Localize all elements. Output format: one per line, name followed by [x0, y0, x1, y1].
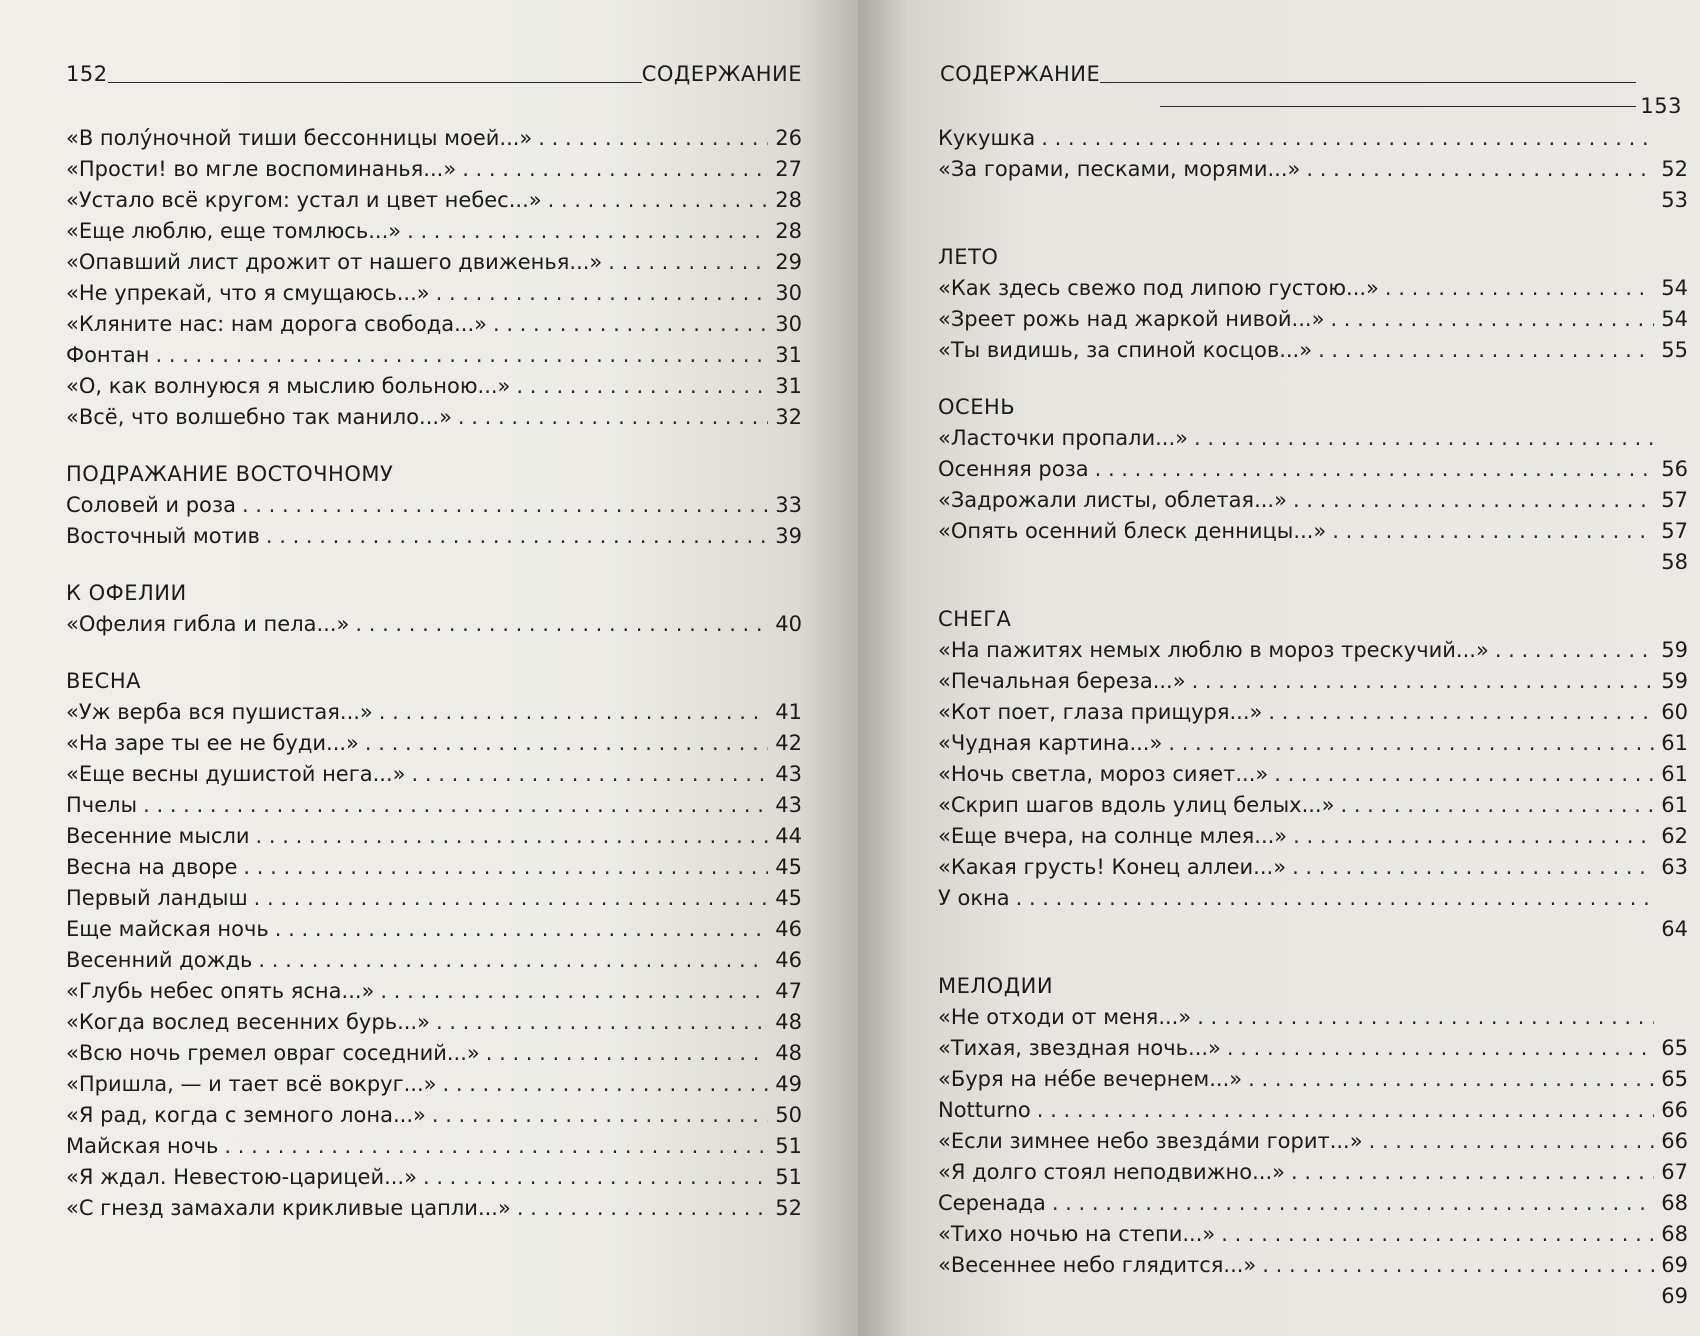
toc-entry-title: «Офелия гибла и пела...»	[66, 612, 350, 636]
toc-entry-title: Notturno	[938, 1098, 1031, 1122]
toc-entry-title: «В полу́ночной тиши бессонницы моей...»	[66, 126, 533, 150]
toc-leader-dots	[1495, 635, 1654, 666]
toc-page-number: 46	[775, 917, 802, 941]
toc-entry-title: «Прости! во мгле воспоминанья...»	[66, 157, 457, 181]
toc-page-number: 68	[1661, 1222, 1688, 1246]
toc-entry	[66, 521, 802, 552]
toc-entry	[66, 914, 802, 945]
toc-leader-dots	[242, 490, 768, 521]
toc-entry	[66, 728, 802, 759]
toc-leader-dots	[1293, 485, 1654, 516]
toc-entry	[66, 1162, 802, 1193]
toc-leader-dots	[1318, 335, 1654, 366]
toc-entry	[66, 309, 802, 340]
toc-entry	[938, 666, 1688, 697]
toc-page-number: 48	[775, 1041, 802, 1065]
toc-entry	[66, 759, 802, 790]
toc-entry-title: «Задрожали листы, облетая...»	[938, 488, 1287, 512]
toc-entry	[938, 1095, 1688, 1126]
toc-entry	[66, 976, 802, 1007]
toc-leader-dots	[1192, 666, 1654, 697]
toc-leader-dots	[443, 1069, 769, 1100]
toc-page-number: 30	[775, 312, 802, 336]
toc-entry	[938, 304, 1688, 335]
section-heading: К ОФЕЛИИ	[66, 581, 187, 605]
toc-page-number: 45	[775, 855, 802, 879]
section-heading: ПОДРАЖАНИЕ ВОСТОЧНОМУ	[66, 462, 394, 486]
toc-entry	[66, 883, 802, 914]
toc-entry	[66, 402, 802, 433]
toc-entry-title: «С гнезд замахали крикливые цапли...»	[66, 1196, 511, 1220]
toc-leader-dots	[1292, 852, 1654, 883]
toc-entry	[938, 1250, 1688, 1281]
toc-leader-dots	[1248, 1064, 1654, 1095]
toc-entry-title: «Весеннее небо глядится...»	[938, 1253, 1257, 1277]
toc-page-number: 69	[1661, 1284, 1688, 1308]
toc-page-number: 66	[1661, 1129, 1688, 1153]
toc-group	[66, 609, 802, 640]
toc-entry-title: «Ласточки пропали...»	[938, 426, 1189, 450]
toc-entry	[66, 1100, 802, 1131]
toc-entry-title: «Пришла, — и тает всё вокруг...»	[66, 1072, 437, 1096]
toc-entry-title: «На пажитях немых люблю в мороз трескучий...»	[938, 638, 1489, 662]
toc-entry-title: «Еще вчера, на солнце млея...»	[938, 824, 1288, 848]
toc-leader-dots	[1168, 728, 1654, 759]
toc-page-number: 45	[775, 886, 802, 910]
toc-leader-dots	[436, 278, 768, 309]
toc-entry	[66, 1131, 802, 1162]
toc-page-number: 51	[775, 1165, 802, 1189]
toc-entry-title: «Когда вослед весенних бурь...»	[66, 1010, 430, 1034]
toc-leader-dots	[224, 1131, 768, 1162]
toc-entry-title: «Печальная береза...»	[938, 669, 1186, 693]
right-header-title: СОДЕРЖАНИЕ	[940, 62, 1101, 86]
toc-entry	[938, 1219, 1688, 1250]
toc-page-number: 31	[775, 374, 802, 398]
toc-leader-dots	[493, 309, 768, 340]
toc-page-number: 51	[775, 1134, 802, 1158]
toc-page-number: 63	[1661, 855, 1688, 879]
toc-leader-dots	[143, 790, 768, 821]
toc-entry-title: «Еще весны душистой нега...»	[66, 762, 406, 786]
toc-leader-dots	[275, 914, 768, 945]
toc-entry	[66, 1069, 802, 1100]
toc-leader-dots	[355, 609, 768, 640]
toc-entry-title: Еще майская ночь	[66, 917, 269, 941]
toc-entry-title: «Устало всё кругом: устал и цвет небес...»	[66, 188, 542, 212]
toc-entry-title: «Зреет рожь над жаркой нивой...»	[938, 307, 1325, 331]
toc-entry-title: «Скрип шагов вдоль улиц белых...»	[938, 793, 1335, 817]
toc-entry	[66, 945, 802, 976]
toc-page-number: 60	[1661, 700, 1688, 724]
toc-entry	[66, 247, 802, 278]
toc-group	[66, 697, 802, 1224]
toc-page-number: 57	[1661, 488, 1688, 512]
toc-entry-title: «За горами, песками, морями...»	[938, 157, 1301, 181]
toc-entry-title: Серенада	[938, 1191, 1046, 1215]
toc-entry-title: «Опавший лист дрожит от нашего движенья...»	[66, 250, 603, 274]
toc-page-number: 42	[775, 731, 802, 755]
toc-leader-dots	[258, 945, 768, 976]
toc-entry	[66, 609, 802, 640]
toc-leader-dots	[1221, 1219, 1654, 1250]
section-heading: ОСЕНЬ	[938, 395, 1016, 419]
toc-leader-dots	[254, 883, 768, 914]
toc-leader-dots	[1332, 516, 1654, 547]
toc-entry-title: «Если зимнее небо звезда́ми горит...»	[938, 1129, 1363, 1153]
toc-leader-dots	[486, 1038, 768, 1069]
section-heading: МЕЛОДИИ	[938, 974, 1054, 998]
toc-page-number: 29	[775, 250, 802, 274]
toc-page-number: 32	[775, 405, 802, 429]
toc-page-number: 47	[775, 979, 802, 1003]
toc-entry	[66, 216, 802, 247]
toc-entry-title: «Я ждал. Невестою-царицей...»	[66, 1165, 417, 1189]
toc-page-number: 59	[1661, 638, 1688, 662]
right-page	[858, 0, 1700, 1336]
toc-entry-title: У окна	[938, 886, 1010, 910]
toc-page-number: 28	[775, 188, 802, 212]
toc-page-number: 52	[775, 1196, 802, 1220]
toc-leader-dots	[516, 371, 768, 402]
toc-leader-dots	[436, 1007, 768, 1038]
toc-leader-dots	[365, 728, 768, 759]
toc-entry	[938, 1064, 1688, 1095]
toc-leader-dots	[423, 1162, 768, 1193]
toc-entry	[938, 1033, 1688, 1064]
toc-entry	[938, 273, 1688, 304]
right-running-header	[940, 58, 1682, 118]
section-heading: ВЕСНА	[66, 669, 141, 693]
toc-page-number: 31	[775, 343, 802, 367]
toc-page-number: 61	[1661, 762, 1688, 786]
toc-leader-dots	[1194, 423, 1654, 454]
toc-page-number: 57	[1661, 519, 1688, 543]
toc-leader-dots	[458, 402, 768, 433]
toc-entry-title: «Не упрекай, что я смущаюсь...»	[66, 281, 430, 305]
toc-entry	[938, 790, 1688, 821]
toc-leader-dots	[1227, 1033, 1654, 1064]
toc-entry	[938, 454, 1688, 485]
toc-entry	[938, 821, 1688, 852]
toc-leader-dots	[1037, 1095, 1654, 1126]
toc-entry-title: Первый ландыш	[66, 886, 248, 910]
left-page-number: 152	[66, 62, 108, 86]
toc-leader-dots	[1385, 273, 1654, 304]
toc-page-number: 67	[1661, 1160, 1688, 1184]
toc-entry-title: «О, как волнуюся я мыслию больною...»	[66, 374, 511, 398]
toc-page-number: 65	[1661, 1036, 1688, 1060]
toc-page-number: 48	[775, 1010, 802, 1034]
toc-entry	[938, 728, 1688, 759]
toc-leader-dots	[1016, 883, 1654, 914]
toc-entry-title: «Глубь небес опять ясна...»	[66, 979, 375, 1003]
toc-leader-dots	[517, 1193, 768, 1224]
toc-entry	[938, 123, 1688, 154]
toc-page-number: 69	[1661, 1253, 1688, 1277]
toc-entry-title: «На заре ты ее не буди...»	[66, 731, 359, 755]
toc-page-number: 40	[775, 612, 802, 636]
toc-group	[938, 423, 1688, 547]
toc-page-number: 26	[775, 126, 802, 150]
toc-entry	[938, 883, 1688, 914]
toc-page-number: 28	[775, 219, 802, 243]
toc-entry-title: «Кот поет, глаза прищуря...»	[938, 700, 1263, 724]
toc-entry-title: Майская ночь	[66, 1134, 219, 1158]
toc-page-number: 66	[1661, 1098, 1688, 1122]
toc-entry	[66, 185, 802, 216]
toc-entry-title: Осенняя роза	[938, 457, 1089, 481]
toc-page-number: 61	[1661, 731, 1688, 755]
toc-entry-title: «Какая грусть! Конец аллеи...»	[938, 855, 1287, 879]
toc-leader-dots	[243, 852, 768, 883]
toc-leader-dots	[266, 521, 768, 552]
toc-leader-dots	[1291, 1157, 1654, 1188]
toc-leader-dots	[1330, 304, 1654, 335]
toc-leader-dots	[1306, 154, 1654, 185]
toc-leader-dots	[379, 697, 768, 728]
toc-leader-dots	[462, 154, 768, 185]
toc-page-number: 50	[775, 1103, 802, 1127]
toc-page-number: 43	[775, 762, 802, 786]
toc-entry	[938, 335, 1688, 366]
toc-entry	[938, 697, 1688, 728]
toc-entry	[66, 1007, 802, 1038]
toc-entry-title: «Тихая, звездная ночь...»	[938, 1036, 1221, 1060]
left-running-header	[66, 58, 802, 88]
toc-entry-title: «Как здесь свежо под липою густою...»	[938, 276, 1379, 300]
toc-group	[66, 123, 802, 433]
toc-entry-title: «Всю ночь гремел овраг соседний...»	[66, 1041, 480, 1065]
toc-entry	[938, 485, 1688, 516]
toc-entry-title: Восточный мотив	[66, 524, 260, 548]
toc-page-number: 65	[1661, 1067, 1688, 1091]
toc-entry-title: «Я рад, когда с земного лона...»	[66, 1103, 426, 1127]
left-header-title: СОДЕРЖАНИЕ	[641, 62, 802, 86]
toc-entry-title: «Буря на не́бе вечернем...»	[938, 1067, 1243, 1091]
toc-page-number: 55	[1661, 338, 1688, 362]
left-toc	[66, 123, 802, 1224]
toc-leader-dots	[1268, 697, 1654, 728]
toc-entry	[66, 490, 802, 521]
toc-page-number: 62	[1661, 824, 1688, 848]
right-toc	[938, 123, 1688, 1312]
toc-entry-title: Пчелы	[66, 793, 138, 817]
header-rule	[108, 82, 642, 83]
toc-entry	[938, 1002, 1688, 1033]
toc-entry	[938, 516, 1688, 547]
toc-page-number: 64	[1661, 917, 1688, 941]
toc-leader-dots	[1262, 1250, 1654, 1281]
right-page-number: 153	[1640, 94, 1682, 118]
toc-entry-title: «Ночь светла, мороз сияет...»	[938, 762, 1269, 786]
toc-entry	[66, 697, 802, 728]
toc-page-number: 54	[1661, 276, 1688, 300]
toc-leader-dots	[1197, 1002, 1654, 1033]
toc-leader-dots	[1369, 1126, 1654, 1157]
toc-page-number: 58	[1661, 550, 1688, 574]
toc-entry-title: «Ты видишь, за спиной косцов...»	[938, 338, 1313, 362]
toc-entry-title: «Чудная картина...»	[938, 731, 1163, 755]
toc-entry-title: «Кляните нас: нам дорога свобода...»	[66, 312, 487, 336]
toc-leader-dots	[1293, 821, 1654, 852]
toc-entry	[66, 371, 802, 402]
toc-entry	[938, 423, 1688, 454]
toc-group	[938, 1002, 1688, 1281]
toc-entry	[66, 790, 802, 821]
toc-leader-dots	[1041, 123, 1654, 154]
toc-leader-dots	[412, 759, 768, 790]
toc-leader-dots	[380, 976, 768, 1007]
toc-leader-dots	[407, 216, 768, 247]
toc-entry	[66, 852, 802, 883]
toc-page-number: 44	[775, 824, 802, 848]
toc-page-number: 59	[1661, 669, 1688, 693]
toc-page-number: 41	[775, 700, 802, 724]
toc-page-number: 39	[775, 524, 802, 548]
toc-group	[938, 635, 1688, 914]
section-heading: СНЕГА	[938, 607, 1012, 631]
toc-leader-dots	[1274, 759, 1654, 790]
toc-entry	[66, 821, 802, 852]
toc-entry-title: Фонтан	[66, 343, 150, 367]
toc-entry	[66, 1038, 802, 1069]
toc-page-number: 33	[775, 493, 802, 517]
toc-entry-title: «Опять осенний блеск денницы...»	[938, 519, 1327, 543]
toc-leader-dots	[156, 340, 769, 371]
toc-page-number: 27	[775, 157, 802, 181]
toc-entry-title: Весенние мысли	[66, 824, 250, 848]
toc-entry-title: Соловей и роза	[66, 493, 236, 517]
toc-group	[938, 273, 1688, 366]
toc-group	[938, 123, 1688, 185]
toc-entry	[938, 154, 1688, 185]
toc-leader-dots	[548, 185, 768, 216]
toc-entry	[938, 1126, 1688, 1157]
toc-page-number: 53	[1661, 188, 1688, 212]
toc-entry-title: Кукушка	[938, 126, 1036, 150]
toc-entry-title: Весенний дождь	[66, 948, 253, 972]
toc-page-number: 56	[1661, 457, 1688, 481]
toc-entry-title: «Еще люблю, еще томлюсь...»	[66, 219, 402, 243]
toc-page-number: 49	[775, 1072, 802, 1096]
toc-entry	[938, 852, 1688, 883]
header-rule	[1100, 82, 1636, 83]
toc-entry	[938, 1188, 1688, 1219]
toc-leader-dots	[608, 247, 768, 278]
toc-entry	[938, 759, 1688, 790]
toc-entry	[66, 123, 802, 154]
toc-leader-dots	[1340, 790, 1654, 821]
toc-page-number: 46	[775, 948, 802, 972]
toc-entry-title: «Всё, что волшебно так манило...»	[66, 405, 452, 429]
toc-leader-dots	[538, 123, 768, 154]
toc-page-number: 43	[775, 793, 802, 817]
toc-group	[66, 490, 802, 552]
toc-entry	[66, 278, 802, 309]
toc-page-number: 54	[1661, 307, 1688, 331]
toc-entry	[66, 154, 802, 185]
toc-entry-title: «Тихо ночью на степи...»	[938, 1222, 1216, 1246]
toc-leader-dots	[256, 821, 768, 852]
toc-page-number: 68	[1661, 1191, 1688, 1215]
toc-leader-dots	[1052, 1188, 1654, 1219]
toc-entry	[66, 340, 802, 371]
toc-entry	[938, 635, 1688, 666]
header-rule	[1160, 106, 1636, 107]
toc-page-number: 61	[1661, 793, 1688, 817]
toc-page-number: 30	[775, 281, 802, 305]
toc-leader-dots	[1095, 454, 1654, 485]
toc-entry-title: Весна на дворе	[66, 855, 238, 879]
section-heading: ЛЕТО	[938, 245, 999, 269]
toc-entry	[938, 1157, 1688, 1188]
toc-entry-title: «Уж верба вся пушистая...»	[66, 700, 373, 724]
toc-leader-dots	[432, 1100, 768, 1131]
toc-entry-title: «Не отходи от меня...»	[938, 1005, 1192, 1029]
toc-entry	[66, 1193, 802, 1224]
toc-entry-title: «Я долго стоял неподвижно...»	[938, 1160, 1285, 1184]
toc-page-number: 52	[1661, 157, 1688, 181]
